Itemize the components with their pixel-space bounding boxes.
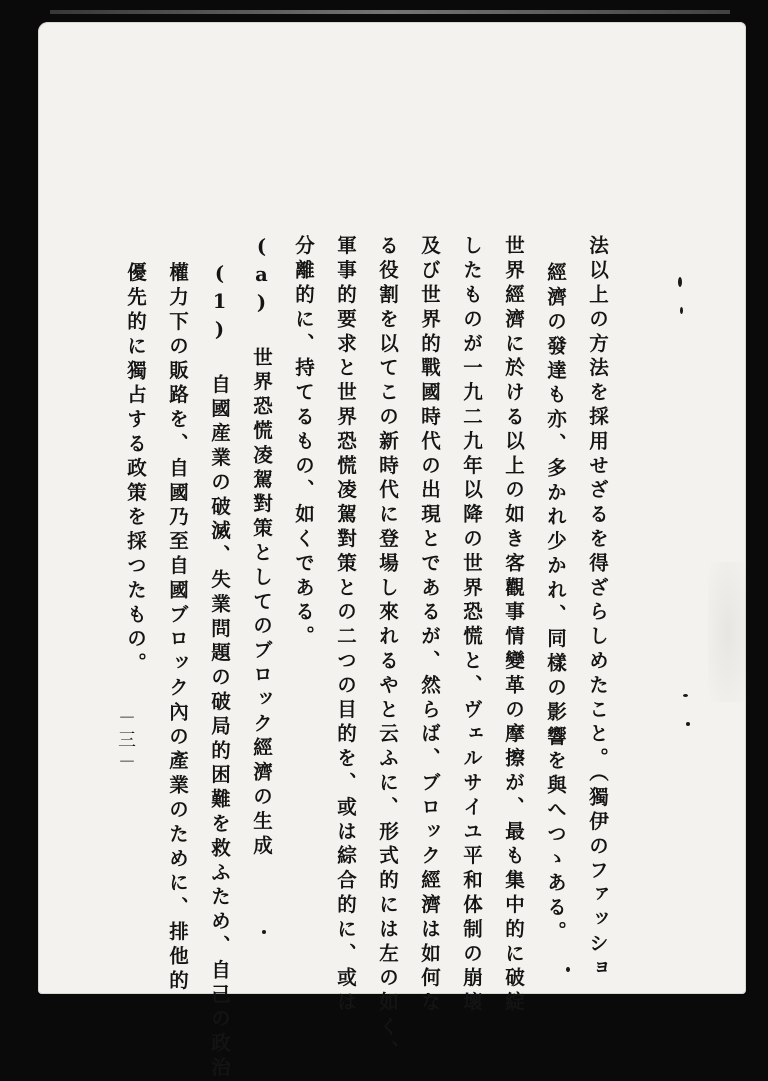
ink-speck bbox=[678, 277, 682, 287]
text-column-item-1: (1) 自國産業の破滅、失業問題の破局的困難を救ふため、自己の政治 bbox=[208, 262, 231, 1081]
paper-stain bbox=[708, 562, 748, 702]
text-column-8: 分離的に、持てるもの、如くである。 bbox=[292, 235, 315, 650]
ink-speck bbox=[680, 307, 683, 314]
text-column-4: したものが一九二九年以降の世界恐慌と、ヴェルサイユ平和体制の崩壞 bbox=[460, 235, 483, 1016]
document-page bbox=[38, 22, 746, 1081]
text-column-6: る役割を以てこの新時代に登場し來れるやと云ふに、形式的には左の如く、 bbox=[376, 235, 399, 1065]
ink-speck bbox=[262, 930, 266, 934]
section-heading-a: (a) 世界恐慌凌駕對策としてのブロック經濟の生成 bbox=[250, 235, 273, 859]
text-column-5: 及び世界的戰國時代の出現とであるが、然らば、ブロック經濟は如何な bbox=[418, 235, 441, 1016]
text-column-7: 軍事的要求と世界恐慌凌駕對策との二つの目的を、或は綜合的に、或は bbox=[334, 235, 357, 1016]
text-column-3: 世界經濟に於ける以上の如き客觀事情變革の摩擦が、最も集中的に破綻 bbox=[502, 235, 525, 1016]
ink-speck bbox=[566, 967, 570, 972]
text-column-11: 優先的に獨占する政策を採つたもの。 bbox=[124, 262, 147, 677]
ink-speck bbox=[686, 722, 690, 726]
ink-speck bbox=[683, 694, 688, 697]
text-column-1: 法以上の方法を採用せざるを得ざらしめたこと。（獨伊のファッショ bbox=[586, 235, 609, 982]
text-column-2: 經濟の發達も亦、多かれ少かれ、同樣の影響を與へつゝある。 bbox=[544, 262, 567, 946]
page-number: －三－ bbox=[115, 708, 136, 774]
text-column-10: 權力下の販路を、自國乃至自國ブロック內の產業のために、排他的 bbox=[166, 262, 189, 994]
scan-edge-artifact bbox=[50, 10, 730, 14]
